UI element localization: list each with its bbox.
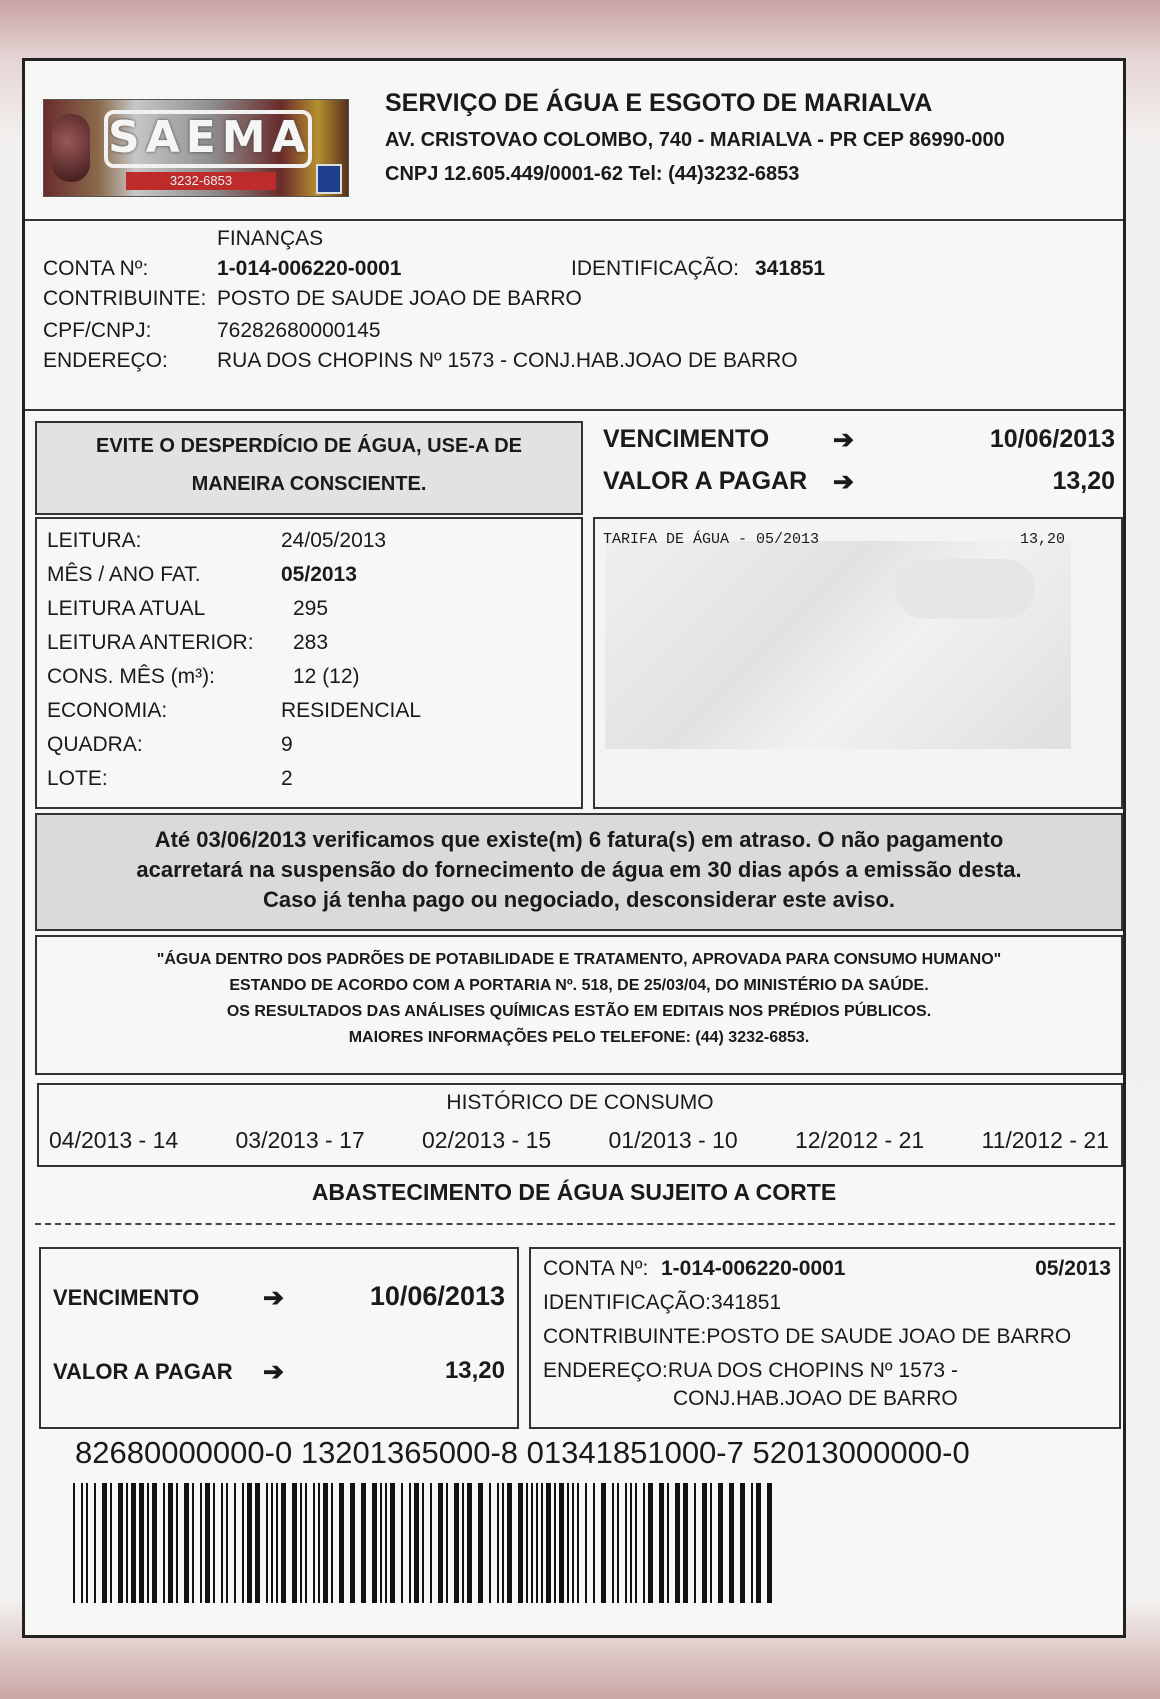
history-item: 01/2013 - 10 (608, 1127, 738, 1153)
amount-due-label: VALOR A PAGAR (603, 467, 808, 495)
stub-address-2: CONJ.HAB.JOAO DE BARRO (673, 1387, 958, 1410)
reading-value: 283 (293, 631, 329, 654)
history-item: 12/2012 - 21 (795, 1127, 925, 1153)
arrears-warning (35, 813, 1123, 931)
history-item: 03/2013 - 17 (235, 1127, 365, 1153)
grapes-icon (52, 114, 90, 182)
warning-line-3: Caso já tenha pago ou negociado, desconsiderar este aviso. (262, 887, 896, 912)
amount-due-value: 13,20 (1052, 467, 1115, 495)
reading-label: QUADRA: (47, 733, 143, 756)
section-label: FINANÇAS (217, 227, 324, 250)
company-address: AV. CRISTOVAO COLOMBO, 740 - MARIALVA - PR CEP 86990-000 (385, 129, 1005, 151)
history-item: 02/2013 - 15 (422, 1127, 552, 1153)
arrow-right-icon: ➔ (833, 426, 854, 454)
due-date-value: 10/06/2013 (989, 425, 1115, 453)
address-value: RUA DOS CHOPINS Nº 1573 - CONJ.HAB.JOAO DE BARRO (217, 349, 798, 372)
stub-due-label: VENCIMENTO (53, 1285, 200, 1310)
reading-label: MÊS / ANO FAT. (47, 563, 201, 586)
history-item: 04/2013 - 14 (49, 1127, 179, 1153)
cpf-value: 76282680000145 (217, 319, 381, 342)
conservation-notice (35, 421, 583, 515)
reading-value: 295 (293, 597, 329, 620)
barcode (73, 1483, 781, 1603)
arrow-right-icon: ➔ (833, 468, 854, 496)
history-item: 11/2012 - 21 (981, 1127, 1109, 1153)
reading-value: 24/05/2013 (281, 529, 387, 552)
history-title: HISTÓRICO DE CONSUMO (446, 1091, 714, 1114)
company-cnpj-tel: CNPJ 12.605.449/0001-62 Tel: (44)3232-6853 (385, 163, 800, 185)
reading-label: LEITURA: (47, 529, 142, 552)
notice-line-2: MANEIRA CONSCIENTE. (191, 473, 427, 495)
reading-label: LEITURA ATUAL (47, 597, 206, 620)
badge-icon (316, 164, 342, 194)
reading-value: 12 (12) (293, 665, 360, 688)
bill-header (25, 61, 1123, 221)
divider (25, 409, 1123, 411)
reading-label: LOTE: (47, 767, 108, 790)
warning-line-2: acarretará na suspensão do fornecimento de água em 30 dias após a emissão desta. (136, 857, 1022, 882)
logo-phone: 3232-6853 (126, 172, 276, 190)
address-label: ENDEREÇO: (43, 349, 168, 372)
contrib-value: POSTO DE SAUDE JOAO DE BARRO (217, 287, 582, 310)
conta-label: CONTA Nº: (43, 257, 149, 280)
reading-value: RESIDENCIAL (281, 699, 422, 722)
reading-value: 9 (281, 733, 293, 756)
contrib-label: CONTRIBUINTE: (43, 287, 207, 310)
tariff-box (593, 517, 1123, 809)
ident-value: 341851 (755, 257, 826, 280)
ident-label: IDENTIFICAÇÃO: (571, 257, 740, 280)
water-quality-notice (35, 935, 1123, 1075)
barcode-number: 82680000000-0 13201365000-8 01341851000-7 52013000000-0 (75, 1435, 970, 1470)
arrow-right-icon: ➔ (263, 1284, 284, 1312)
cut-notice: ABASTECIMENTO DE ÁGUA SUJEITO A CORTE (311, 1179, 837, 1205)
stub-account-box (529, 1247, 1121, 1429)
due-date-label: VENCIMENTO (603, 425, 770, 453)
history-list (49, 1127, 1109, 1154)
stub-period: 05/2013 (1035, 1257, 1111, 1280)
quality-line-2: ESTANDO DE ACORDO COM A PORTARIA Nº. 518, DE 25/03/04, DO MINISTÉRIO DA SAÚDE. (229, 977, 929, 994)
reading-value: 2 (281, 767, 293, 790)
watermark-shape (895, 559, 1035, 619)
tariff-amount: 13,20 (1019, 531, 1065, 548)
reading-value: 05/2013 (281, 563, 357, 586)
stub-payment-box (39, 1247, 519, 1429)
reading-label: LEITURA ANTERIOR: (47, 631, 254, 654)
stub-conta-value: 1-014-006220-0001 (661, 1257, 846, 1280)
consumption-history (37, 1083, 1123, 1167)
conta-value: 1-014-006220-0001 (217, 257, 402, 280)
cpf-label: CPF/CNPJ: (43, 319, 152, 342)
stub-amount-value: 13,20 (444, 1357, 505, 1384)
barcode-gap (772, 1483, 775, 1603)
tear-line (35, 1223, 1115, 1225)
stub-contrib: CONTRIBUINTE:POSTO DE SAUDE JOAO DE BARRO (543, 1325, 1072, 1348)
quality-line-4: MAIORES INFORMAÇÕES PELO TELEFONE: (44) 3232-6853. (348, 1029, 810, 1046)
water-bill (22, 58, 1126, 1638)
arrow-right-icon: ➔ (263, 1358, 284, 1386)
reading-label: ECONOMIA: (47, 699, 168, 722)
stub-amount-label: VALOR A PAGAR (53, 1359, 233, 1384)
reading-box (35, 517, 583, 809)
reading-label: CONS. MÊS (m³): (47, 665, 215, 688)
quality-line-1: "ÁGUA DENTRO DOS PADRÕES DE POTABILIDADE E TRATAMENTO, APROVADA PARA CONSUMO HUMANO" (156, 951, 1002, 968)
saema-logo (43, 99, 349, 197)
warning-line-1: Até 03/06/2013 verificamos que existe(m) 6 fatura(s) em atraso. O não pagamento (154, 827, 1004, 852)
stub-conta-label: CONTA Nº: (543, 1257, 649, 1280)
stub-due-value: 10/06/2013 (369, 1281, 505, 1311)
stub-address-1: ENDEREÇO:RUA DOS CHOPINS Nº 1573 - (543, 1359, 958, 1382)
company-name: SERVIÇO DE ÁGUA E ESGOTO DE MARIALVA (385, 89, 933, 117)
logo-text: SAEMA (104, 110, 312, 168)
quality-line-3: OS RESULTADOS DAS ANÁLISES QUÍMICAS ESTÃO EM EDITAIS NOS PRÉDIOS PÚBLICOS. (226, 1003, 932, 1020)
notice-line-1: EVITE O DESPERDÍCIO DE ÁGUA, USE-A DE (96, 435, 522, 457)
stub-ident: IDENTIFICAÇÃO:341851 (543, 1291, 782, 1314)
tariff-item: TARIFA DE ÁGUA - 05/2013 (603, 531, 820, 548)
